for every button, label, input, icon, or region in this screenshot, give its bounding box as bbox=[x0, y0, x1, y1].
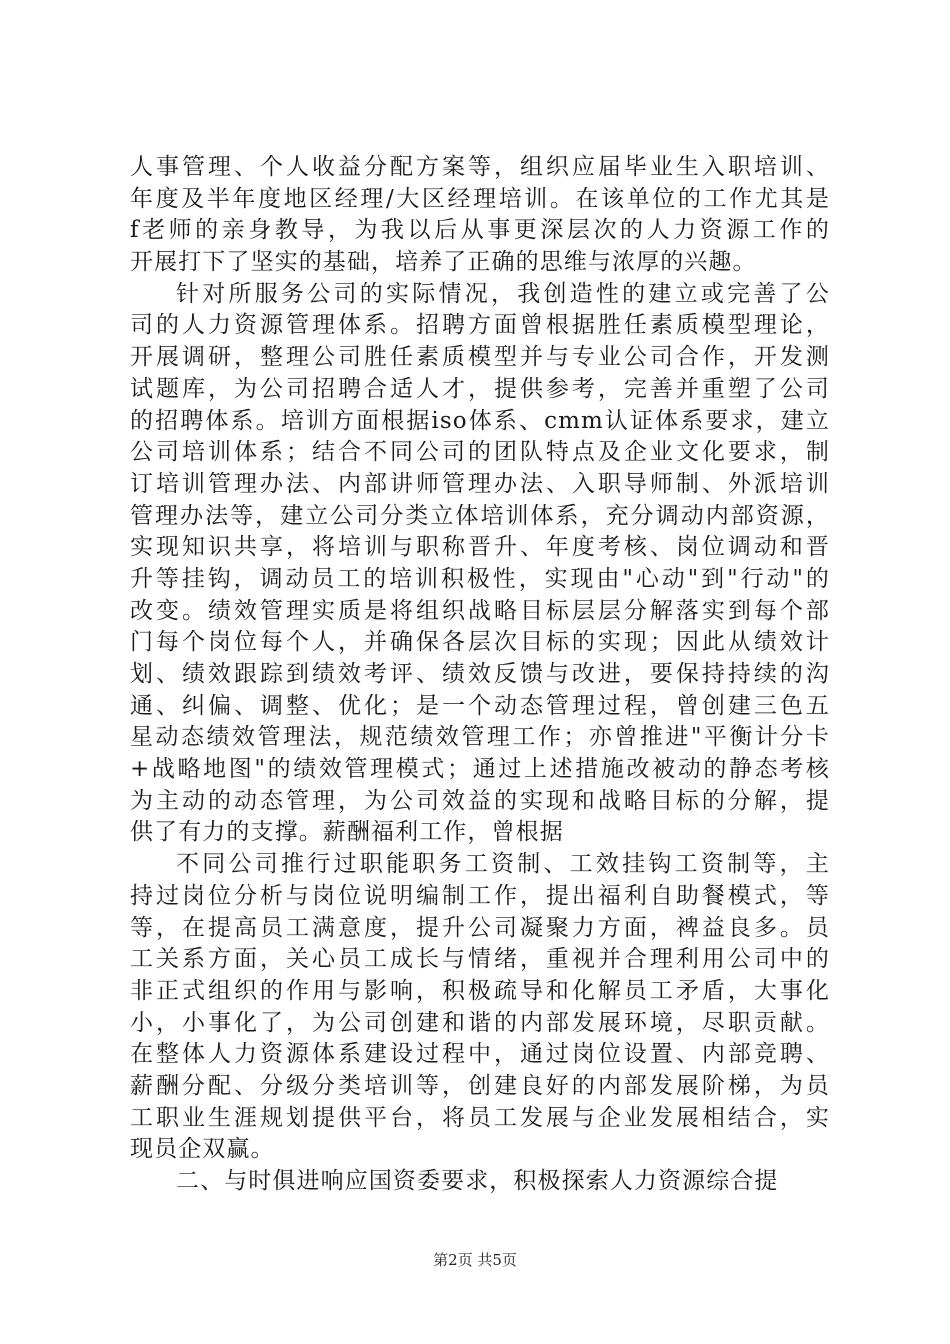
text-line: 门每个岗位每个人，并确保各层次目标的实现；因此从绩效计 bbox=[130, 629, 830, 656]
text-line: +战略地图"的绩效管理模式；通过上述措施改被动的静态考核 bbox=[130, 756, 830, 783]
text-line: 通、纠偏、调整、优化；是一个动态管理过程，曾创建三色五 bbox=[130, 692, 830, 719]
document-body bbox=[130, 152, 830, 1198]
text-line: 针对所服务公司的实际情况，我创造性的建立或完善了公 bbox=[176, 280, 830, 307]
text-line: 公司培训体系；结合不同公司的团队特点及企业文化要求，制 bbox=[130, 439, 830, 466]
text-line: 的招聘体系。培训方面根据iso体系、cmm认证体系要求，建立 bbox=[130, 407, 830, 434]
text-line: 星动态绩效管理法，规范绩效管理工作；亦曾推进"平衡计分卡 bbox=[130, 724, 830, 751]
text-line: 订培训管理办法、内部讲师管理办法、入职导师制、外派培训 bbox=[130, 470, 830, 497]
paragraph bbox=[130, 1166, 830, 1198]
text-line: 试题库，为公司招聘合适人才，提供参考，完善并重塑了公司 bbox=[130, 375, 830, 402]
text-line: 小，小事化了，为公司创建和谐的内部发展环境，尽职贡献。 bbox=[130, 1009, 830, 1036]
text-line: 人事管理、个人收益分配方案等，组织应届毕业生入职培训、 bbox=[130, 154, 830, 180]
text-line: 划、绩效跟踪到绩效考评、绩效反馈与改进，要保持持续的沟 bbox=[130, 661, 830, 687]
text-line: 现员企双赢。 bbox=[130, 1136, 275, 1163]
text-line: 供了有力的支撑。薪酬福利工作，曾根据 bbox=[130, 819, 564, 846]
text-line: 非正式组织的作用与影响，积极疏导和化解员工矛盾，大事化 bbox=[130, 977, 830, 1004]
text-line: 开展打下了坚实的基础，培养了正确的思维与浓厚的兴趣。 bbox=[130, 249, 757, 276]
text-line: 二、与时俱进响应国资委要求，积极探索人力资源综合提 bbox=[176, 1168, 779, 1194]
text-line: 司的人力资源管理体系。招聘方面曾根据胜任素质模型理论， bbox=[130, 312, 830, 339]
text-line: 在整体人力资源体系建设过程中，通过岗位设置、内部竞聘、 bbox=[130, 1041, 830, 1068]
text-line: 为主动的动态管理，为公司效益的实现和战略目标的分解，提 bbox=[130, 787, 830, 814]
paragraph bbox=[130, 279, 830, 849]
text-line: 等，在提高员工满意度，提升公司凝聚力方面，裨益良多。员 bbox=[130, 914, 830, 941]
text-line: 薪酬分配、分级分类培训等，创建良好的内部发展阶梯，为员 bbox=[130, 1072, 830, 1099]
text-line: 升等挂钩，调动员工的培训积极性，实现由"心动"到"行动"的 bbox=[130, 565, 830, 592]
text-line: 开展调研，整理公司胜任素质模型并与专业公司合作，开发测 bbox=[130, 344, 830, 371]
text-line: 工职业生涯规划提供平台，将员工发展与企业发展相结合，实 bbox=[130, 1104, 830, 1131]
text-line: 管理办法等，建立公司分类立体培训体系，充分调动内部资源， bbox=[130, 502, 830, 529]
text-line: f老师的亲身教导，为我以后从事更深层次的人力资源工作的 bbox=[130, 217, 830, 244]
page-footer: 第2页 共5页 bbox=[433, 1251, 517, 1269]
text-line: 不同公司推行过职能职务工资制、工效挂钩工资制等，主 bbox=[176, 851, 830, 878]
paragraph bbox=[130, 152, 830, 279]
paragraph bbox=[130, 849, 830, 1166]
text-line: 年度及半年度地区经理/大区经理培训。在该单位的工作尤其是 bbox=[130, 185, 830, 212]
text-line: 实现知识共享，将培训与职称晋升、年度考核、岗位调动和晋 bbox=[130, 534, 830, 561]
text-line: 持过岗位分析与岗位说明编制工作，提出福利自助餐模式，等 bbox=[130, 882, 830, 909]
text-line: 改变。绩效管理实质是将组织战略目标层层分解落实到每个部 bbox=[130, 597, 830, 624]
text-line: 工关系方面，关心员工成长与情绪，重视并合理利用公司中的 bbox=[130, 946, 830, 973]
